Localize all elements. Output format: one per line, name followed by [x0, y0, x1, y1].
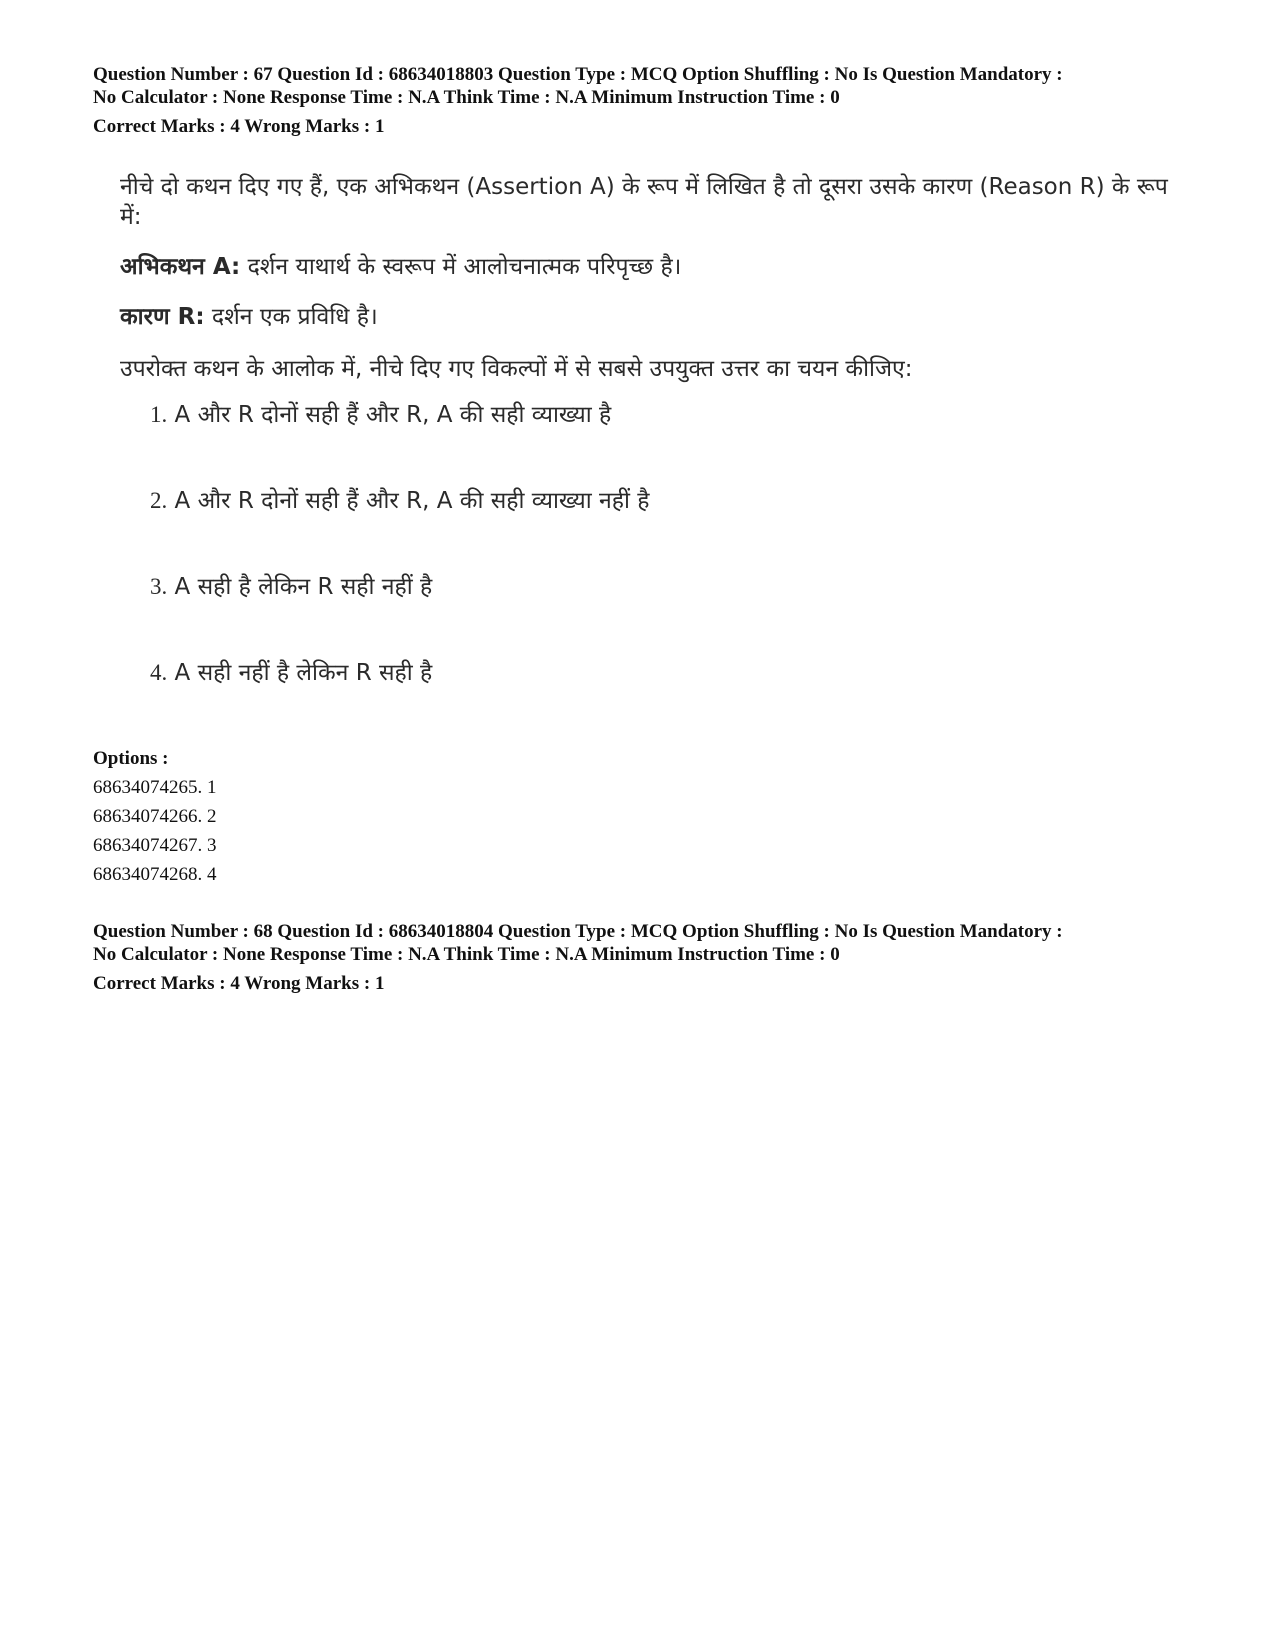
option-row: 68634074267. 3 — [93, 835, 217, 856]
answer-choice — [150, 658, 1180, 688]
question-68-meta-line-2: No Calculator : None Response Time : N.A Think Time : N.A Minimum Instruction Time : 0 — [93, 944, 840, 965]
assertion-statement — [120, 252, 1180, 282]
reason-statement — [120, 302, 1180, 332]
reason-text: दर्शन एक प्रविधि है। — [204, 304, 378, 330]
question-67-meta-line-2: No Calculator : None Response Time : N.A Think Time : N.A Minimum Instruction Time : 0 — [93, 87, 840, 108]
question-67-marks: Correct Marks : 4 Wrong Marks : 1 — [93, 116, 385, 137]
assertion-text: दर्शन याथार्थ के स्वरूप में आलोचनात्मक परिपृच्छ है। — [240, 254, 682, 280]
reason-label: कारण R: — [120, 304, 205, 330]
question-instruction: उपरोक्त कथन के आलोक में, नीचे दिए गए विकल्पों में से सबसे उपयुक्त उत्तर का चयन कीजिए: — [120, 356, 913, 382]
option-row: 68634074265. 1 — [93, 777, 217, 798]
choice-number: 3. — [150, 574, 168, 599]
question-68-marks: Correct Marks : 4 Wrong Marks : 1 — [93, 973, 385, 994]
options-title: Options : — [93, 748, 169, 769]
question-68-header — [93, 920, 1203, 995]
question-67-header — [93, 63, 1203, 138]
assertion-label: अभिकथन A: — [120, 254, 241, 280]
option-row: 68634074268. 4 — [93, 864, 217, 885]
choice-text: A सही नहीं है लेकिन R सही है — [167, 660, 433, 686]
answer-choice — [150, 486, 1180, 516]
choice-number: 4. — [150, 660, 168, 685]
answer-choice — [150, 400, 1180, 430]
answer-choice — [150, 572, 1180, 602]
question-67-body — [120, 172, 1180, 744]
answer-choices — [150, 400, 1180, 688]
question-67-meta-line-1: Question Number : 67 Question Id : 68634018803 Question Type : MCQ Option Shuffling : No Is Question Mandatory : — [93, 64, 1063, 85]
choice-number: 1. — [150, 402, 168, 427]
question-67-options — [93, 744, 217, 889]
question-68-meta-line-1: Question Number : 68 Question Id : 68634018804 Question Type : MCQ Option Shuffling : No Is Question Mandatory : — [93, 921, 1063, 942]
choice-text: A और R दोनों सही हैं और R, A की सही व्याख्या है — [167, 402, 612, 428]
choice-text: A सही है लेकिन R सही नहीं है — [167, 574, 433, 600]
choice-text: A और R दोनों सही हैं और R, A की सही व्याख्या नहीं है — [167, 488, 650, 514]
choice-number: 2. — [150, 488, 168, 513]
option-row: 68634074266. 2 — [93, 806, 217, 827]
question-intro: नीचे दो कथन दिए गए हैं, एक अभिकथन (Assertion A) के रूप में लिखित है तो दूसरा उसके कारण (Reason R) के रूप में: — [120, 174, 1168, 230]
